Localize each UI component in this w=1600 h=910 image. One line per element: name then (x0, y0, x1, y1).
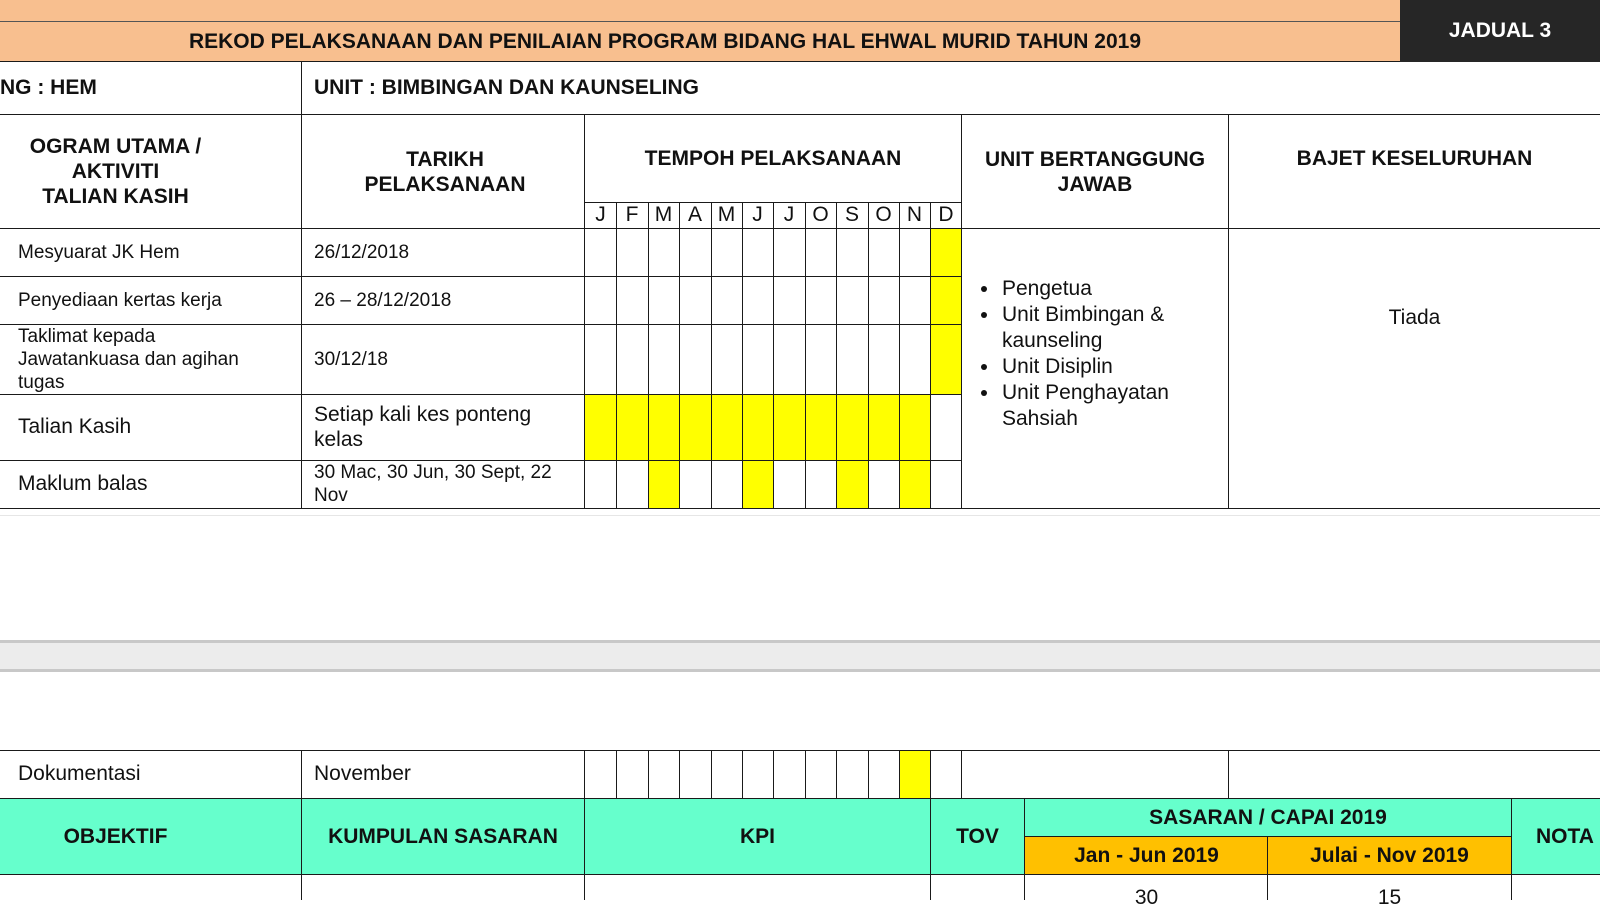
gantt-cell-active (930, 228, 962, 276)
month-label: M (654, 203, 673, 226)
grid-line (1024, 798, 1025, 900)
program-header-line2: TALIAN KASIH (42, 184, 189, 208)
month-label: O (812, 203, 829, 226)
gap-faint-line (0, 515, 1600, 516)
gantt-cell-active (868, 394, 899, 460)
grid-line (0, 276, 962, 277)
objektif-header: OBJEKTIF (63, 824, 168, 848)
activity-cell: Taklimat kepada Jawatankuasa dan agihan tugas (18, 325, 239, 393)
bajet-header: BAJET KESELURUHAN (1296, 146, 1533, 170)
gantt-cell-active (679, 394, 711, 460)
gantt-cell-active (742, 460, 773, 508)
grid-line (930, 798, 931, 900)
month-label: F (625, 203, 639, 226)
gantt-cell-active (899, 460, 930, 508)
bidang-label: NG : HEM (0, 76, 97, 99)
gantt-cell-active (711, 394, 742, 460)
program-header-line1: OGRAM UTAMA / AKTIVITI (29, 134, 202, 183)
gantt-cell-active (648, 460, 679, 508)
jan-jun-header: Jan - Jun 2019 (1074, 843, 1219, 867)
doc-activity: Dokumentasi (18, 762, 141, 785)
sasaran-header: SASARAN / CAPAI 2019 (1149, 805, 1387, 829)
grid-line (616, 750, 617, 798)
grid-line (679, 750, 680, 798)
gantt-cell-active (930, 324, 962, 394)
grid-line (301, 62, 302, 508)
responsible-item: • Pengetua (1000, 276, 1224, 302)
month-label: J (783, 203, 795, 226)
gantt-cell-active (836, 394, 868, 460)
page-title: REKOD PELAKSANAAN DAN PENILAIAN PROGRAM BIDANG HAL EHWAL MURID TAHUN 2019 (188, 30, 1142, 53)
grid-line (0, 508, 1600, 509)
grid-line (0, 114, 1600, 115)
responsible-item: • Unit Bimbingan & kaunseling (1000, 302, 1224, 354)
grid-line (1228, 750, 1229, 798)
month-label: S (844, 203, 859, 226)
date-cell: 26 – 28/12/2018 (314, 289, 452, 311)
grid-line (805, 202, 806, 508)
tempoh-header: TEMPOH PELAKSANAAN (644, 146, 902, 170)
gantt-cell-active (805, 394, 836, 460)
date-cell: 26/12/2018 (314, 241, 410, 263)
grid-line (868, 202, 869, 508)
month-label: A (687, 203, 702, 226)
grid-line (0, 798, 1600, 799)
grid-line (0, 324, 962, 325)
julai-nov-header: Julai - Nov 2019 (1310, 843, 1469, 867)
grid-line (1228, 114, 1229, 508)
grid-line (742, 750, 743, 798)
grid-line (773, 202, 774, 508)
month-label: D (938, 203, 954, 226)
date-cell: 30/12/18 (314, 348, 388, 370)
grid-line (868, 750, 869, 798)
grid-line (742, 202, 743, 508)
grid-line (1267, 836, 1268, 900)
grid-line (0, 460, 962, 461)
jan-jun-value: 30 (1134, 886, 1159, 909)
grid-line (961, 750, 962, 798)
grid-line (0, 750, 1600, 751)
gantt-cell-active (930, 276, 962, 324)
month-label: J (752, 203, 763, 226)
grid-line (899, 202, 900, 508)
grid-line (0, 394, 962, 395)
julai-nov-value: 15 (1377, 886, 1402, 909)
gantt-cell-active (773, 394, 805, 460)
grid-line (301, 750, 302, 798)
kumpulan-header: KUMPULAN SASARAN (328, 824, 558, 848)
grid-line (930, 202, 931, 508)
tarikh-header: TARIKH PELAKSANAAN (364, 148, 526, 196)
nota-header: NOTA (1536, 824, 1594, 848)
doc-date: November (314, 762, 411, 785)
title-bar (0, 0, 1400, 62)
title-top-strip (0, 0, 1400, 22)
grid-line (1511, 798, 1512, 900)
date-cell: 30 Mac, 30 Jun, 30 Sept, 22 Nov (314, 462, 552, 506)
grid-line (805, 750, 806, 798)
gantt-cell-active (899, 394, 930, 460)
budget-value: Tiada (1388, 306, 1441, 329)
grid-line (773, 750, 774, 798)
month-label: J (595, 203, 606, 226)
activity-cell: Maklum balas (18, 472, 148, 495)
grid-line (648, 750, 649, 798)
responsible-item: • Unit Disiplin (1000, 354, 1224, 380)
grid-line (711, 202, 712, 508)
gap-divider (0, 640, 1600, 672)
grid-line (301, 798, 302, 900)
unit-label: UNIT : BIMBINGAN DAN KAUNSELING (314, 76, 699, 99)
date-cell: Setiap kali kes ponteng kelas (314, 403, 532, 451)
program-header (0, 114, 231, 228)
gantt-cell-active (899, 750, 930, 798)
grid-line (961, 114, 962, 508)
grid-line (711, 750, 712, 798)
month-label: N (906, 203, 923, 226)
gantt-cell-active (836, 460, 868, 508)
grid-line (616, 202, 617, 508)
grid-line (584, 798, 585, 900)
grid-line (836, 750, 837, 798)
responsible-item: • Unit Penghayatan Sahsiah (1000, 380, 1224, 432)
gantt-cell-active (742, 394, 773, 460)
kpi-header: KPI (739, 824, 775, 848)
grid-line (1025, 836, 1511, 837)
responsible-list (962, 276, 1224, 456)
gantt-cell-active (648, 394, 679, 460)
grid-line (899, 750, 900, 798)
grid-line (679, 202, 680, 508)
jadual-badge: JADUAL 3 (1400, 0, 1600, 62)
grid-line (0, 874, 1600, 875)
grid-line (836, 202, 837, 508)
grid-line (0, 228, 1600, 229)
unit-bertanggung-header: UNIT BERTANGGUNG JAWAB (984, 148, 1206, 196)
month-label: M (717, 203, 736, 226)
grid-line (930, 750, 931, 798)
tov-header: TOV (956, 824, 999, 848)
gantt-cell-active (585, 394, 616, 460)
grid-line (584, 114, 585, 508)
page-gap (0, 508, 1600, 750)
activity-cell: Penyediaan kertas kerja (18, 289, 222, 311)
activity-cell: Talian Kasih (18, 415, 132, 438)
grid-line (584, 750, 585, 798)
gantt-cell-active (616, 394, 648, 460)
activity-cell: Mesyuarat JK Hem (18, 241, 180, 263)
month-label: O (875, 203, 892, 226)
grid-line (648, 202, 649, 508)
